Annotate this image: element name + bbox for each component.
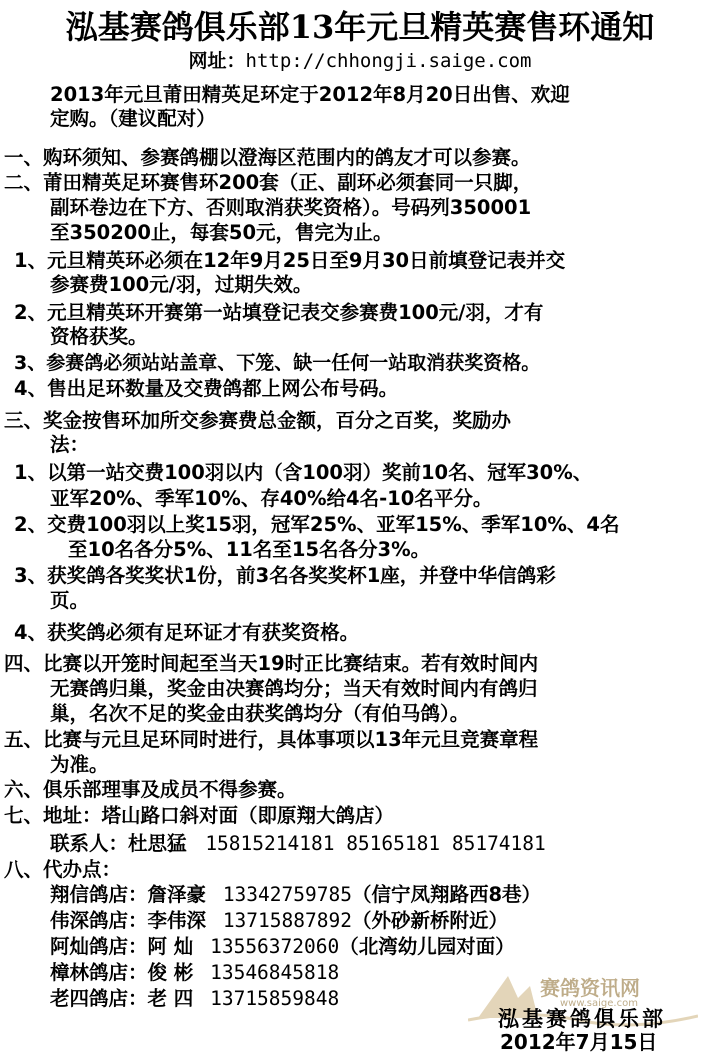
agent-phone: 13342759785	[222, 883, 352, 906]
notice-title: 泓基赛鸽俱乐部13年元旦精英赛售环通知	[65, 8, 655, 46]
section-4-line-1: 四、比赛以开笼时间起至当天19时正比赛结束。若有效时间内	[4, 652, 539, 675]
agent-row	[50, 882, 541, 908]
section-4-line-3: 巢，名次不足的奖金由获奖鸽均分（有伯马鸽）。	[50, 702, 470, 725]
section-2-line-3: 至350200止，每套50元，售完为止。	[50, 221, 393, 244]
agent-shop: 老四鸽店：老 四	[50, 987, 194, 1010]
contact-phones: 15815214181 85165181 85174181	[205, 832, 546, 855]
section-4-line-2: 无赛鸽归巢，奖金由决赛鸽均分；当天有效时间内有鸽归	[50, 677, 538, 700]
agent-phone: 13715859848	[210, 987, 340, 1010]
section-1: 一、购环须知、参赛鸽棚以澄海区范围内的鸽友才可以参赛。	[4, 146, 531, 169]
section-3-item-1-line-2: 亚军20%、季军10%、存40%给4名-10名平分。	[50, 487, 493, 510]
agent-row	[50, 960, 339, 986]
website-line	[0, 46, 720, 73]
section-8-heading: 八、代办点：	[4, 858, 122, 881]
agent-row	[50, 934, 515, 960]
section-2-item-1-line-1: 1、元旦精英环必须在12年9月25日至9月30日前填登记表并交	[14, 249, 566, 272]
agent-phone: 13546845818	[210, 961, 340, 984]
agent-note: （信宁凤翔路西8巷）	[351, 883, 542, 906]
section-2-line-1: 二、莆田精英足环赛售环200套（正、副环必须套同一只脚，	[4, 171, 533, 194]
section-7-address: 七、地址：塔山路口斜对面（即原翔大鸽店）	[4, 804, 395, 827]
section-2-item-1-line-2: 参赛费100元/羽，过期失效。	[50, 273, 313, 296]
watermark-text: 赛鸽资讯网	[540, 976, 640, 1000]
agent-note: （外砂新桥附近）	[351, 909, 508, 932]
section-2-item-4: 4、售出足环数量及交费鸽都上网公布号码。	[14, 377, 399, 400]
signature-date: 2012年7月15日	[500, 1030, 658, 1054]
website-url[interactable]: http://chhongji.saige.com	[245, 50, 532, 72]
agent-note: （北湾幼儿园对面）	[339, 935, 515, 958]
section-3-item-1-line-1: 1、以第一站交费100羽以内（含100羽）奖前10名、冠军30%、	[14, 461, 593, 484]
section-6: 六、俱乐部理事及成员不得参赛。	[4, 778, 297, 801]
agent-shop: 阿灿鸽店：阿 灿	[50, 935, 194, 958]
section-2-line-2: 副环卷边在下方、否则取消获奖资格）。号码列350001	[50, 196, 532, 219]
agent-row	[50, 908, 508, 934]
section-5-line-2: 为准。	[50, 753, 109, 776]
agent-row	[50, 986, 339, 1012]
section-3-line-2: 法：	[50, 433, 90, 456]
intro-line-1: 2013年元旦莆田精英足环定于2012年8月20日出售、欢迎	[50, 83, 570, 106]
signature-club: 泓基赛鸽俱乐部	[498, 1007, 666, 1031]
agent-phone: 13715887892	[222, 909, 352, 932]
watermark-url: www.saige.com	[560, 998, 638, 1009]
website-label: 网址：	[188, 50, 246, 72]
section-5-line-1: 五、比赛与元旦足环同时进行，具体事项以13年元旦竞赛章程	[4, 728, 539, 751]
section-2-item-2-line-2: 资格获奖。	[50, 325, 148, 348]
agent-shop: 樟林鸽店：俊 彬	[50, 961, 194, 984]
section-3-item-2-line-2: 至10名各分5%、11名至15名各分3%。	[68, 538, 431, 561]
section-3-line-1: 三、奖金按售环加所交参赛费总金额，百分之百奖，奖励办	[4, 409, 512, 432]
section-3-item-3-line-1: 3、获奖鸽各奖奖状1份，前3名各奖奖杯1座，并登中华信鸽彩	[14, 564, 556, 587]
section-3-item-4: 4、获奖鸽必须有足环证才有获奖资格。	[14, 621, 360, 644]
section-2-item-2-line-1: 2、元旦精英环开赛第一站填登记表交参赛费100元/羽，才有	[14, 301, 544, 324]
section-3-item-3-line-2: 页。	[50, 589, 90, 612]
section-7-contact	[50, 831, 546, 857]
agent-shop: 伟深鸽店：李伟深	[50, 909, 207, 932]
contact-person: 联系人：杜思猛	[50, 832, 187, 855]
section-2-item-3: 3、参赛鸽必须站站盖章、下笼、缺一任何一站取消获奖资格。	[14, 352, 541, 374]
agent-shop: 翔信鸽店：詹泽豪	[50, 883, 207, 906]
section-3-item-2-line-1: 2、交费100羽以上奖15羽，冠军25%、亚军15%、季军10%、4名	[14, 513, 620, 536]
intro-line-2: 定购。（建议配对）	[50, 107, 216, 130]
agent-phone: 13556372060	[210, 935, 340, 958]
